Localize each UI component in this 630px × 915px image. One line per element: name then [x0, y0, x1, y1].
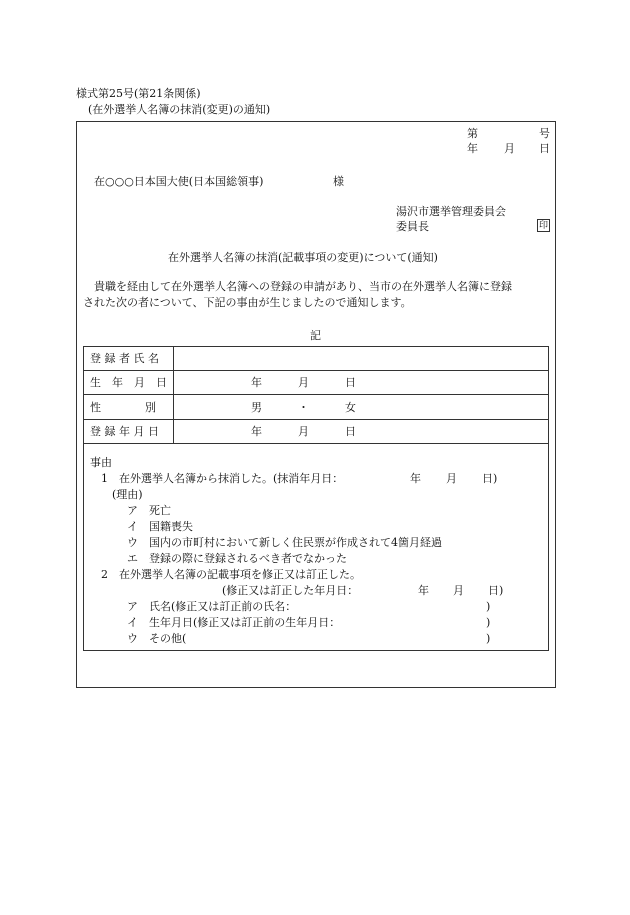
date-month: 月 — [504, 142, 515, 155]
row-divider — [84, 394, 548, 395]
correction-name-close: ) — [486, 600, 491, 613]
sender-org: 湯沢市選挙管理委員会 — [396, 205, 506, 218]
seal-mark: 印 — [538, 221, 548, 231]
form-title: (在外選挙人名簿の抹消(変更)の通知) — [88, 103, 271, 116]
label-birth-date: 生 年 月 日 — [90, 376, 167, 389]
correction-name: ア 氏名(修正又は訂正前の氏名： — [127, 600, 297, 613]
body-line-2: された次の者について、下記の事由が生じましたので通知します。 — [83, 296, 412, 309]
registration-day: 日 — [345, 425, 356, 438]
row-divider — [84, 419, 548, 420]
reason-death: ア 死亡 — [127, 504, 171, 517]
item1-day: 日) — [482, 472, 498, 485]
correction-birth-date: イ 生年月日(修正又は訂正前の生年月日： — [127, 616, 341, 629]
item2-month: 月 — [453, 584, 464, 597]
registration-year: 年 — [251, 425, 262, 438]
subject: 在外選挙人名簿の抹消(記載事項の変更)について(通知) — [168, 251, 438, 264]
item2-day: 日) — [488, 584, 504, 597]
form-number: 様式第25号(第21条関係) — [76, 87, 201, 100]
correction-other-close: ) — [486, 632, 491, 645]
birth-year: 年 — [251, 376, 262, 389]
item1-year: 年 — [410, 472, 421, 485]
registration-month: 月 — [298, 425, 309, 438]
reason-item-1: 1 在外選挙人名簿から抹消した。(抹消年月日： — [101, 472, 344, 485]
addressee: 在○○○日本国大使(日本国総領事) — [94, 175, 264, 188]
birth-day: 日 — [345, 376, 356, 389]
sex-separator: ・ — [298, 401, 309, 414]
label-sex: 性 別 — [90, 401, 156, 414]
honorific: 様 — [333, 175, 344, 188]
row-divider — [84, 443, 548, 444]
date-year: 年 — [467, 142, 478, 155]
correction-birth-date-close: ) — [486, 616, 491, 629]
number-suffix: 号 — [539, 127, 550, 140]
sex-female: 女 — [345, 401, 356, 414]
body-line-1: 貴職を経由して在外選挙人名簿への登録の申請があり、当市の在外選挙人名簿に登録 — [94, 280, 512, 293]
label-registrant-name: 登 録 者 氏 名 — [90, 352, 159, 365]
birth-month: 月 — [298, 376, 309, 389]
correction-other: ウ その他( — [127, 632, 187, 645]
item1-month: 月 — [446, 472, 457, 485]
label-registration-date: 登 録 年 月 日 — [90, 425, 159, 438]
row-divider — [84, 370, 548, 371]
reason-ineligible: エ 登録の際に登録されるべき者でなかった — [127, 552, 347, 565]
item2-year: 年 — [418, 584, 429, 597]
reason-label: (理由) — [112, 488, 143, 501]
ki-label: 記 — [310, 329, 321, 342]
reason-domestic-resident: ウ 国内の市町村において新しく住民票が作成されて4箇月経過 — [127, 536, 442, 549]
reason-item-2: 2 在外選挙人名簿の記載事項を修正又は訂正した。 — [101, 568, 361, 581]
date-day: 日 — [539, 142, 550, 155]
number-label: 第 — [467, 127, 478, 140]
sex-male: 男 — [251, 401, 262, 414]
item2-date-label: (修正又は訂正した年月日： — [222, 584, 359, 597]
reason-nationality-loss: イ 国籍喪失 — [127, 520, 193, 533]
reason-heading: 事由 — [90, 456, 112, 469]
column-divider — [173, 347, 174, 443]
sender-title: 委員長 — [396, 220, 429, 233]
